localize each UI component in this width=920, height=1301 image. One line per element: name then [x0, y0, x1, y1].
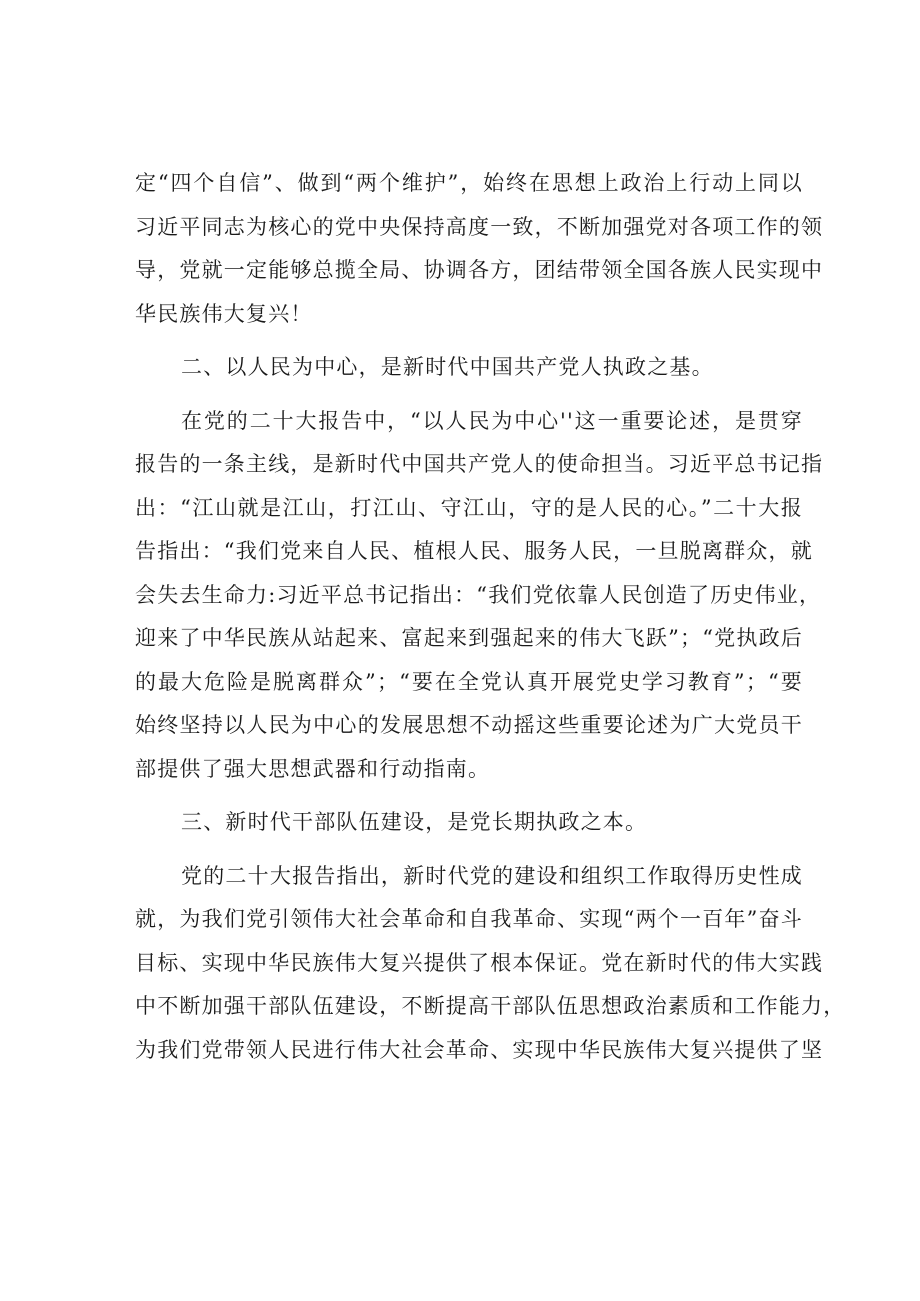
text-line: 告指出：“我们党来自人民、植根人民、服务人民，一旦脱离群众，就 — [135, 539, 813, 563]
text-line: 在党的二十大报告中，“以人民为中心''这一重要论述，是贯穿 — [181, 408, 803, 433]
text-line: 始终坚持以人民为中心的发展思想不动摇这些重要论述为广大党员干 — [135, 713, 803, 737]
section-heading-3 — [135, 801, 803, 845]
text-line: 习近平同志为核心的党中央保持高度一致，不断加强党对各项工作的领 — [135, 214, 824, 239]
text-line: 迎来了中华民族从站起来、富起来到强起来的伟大飞跃”；“党执政后 — [135, 626, 803, 650]
text-line: 报告的一条主线，是新时代中国共产党人的使命担当。习近平总书记指 — [135, 452, 824, 476]
text-line: 的最大危险是脱离群众”；“要在全党认真开展党史学习教育”；“要 — [135, 669, 803, 694]
text-line: 党的二十大报告指出，新时代党的建设和组织工作取得历史性成 — [181, 863, 803, 888]
document-body — [135, 162, 846, 1072]
text-line: 中不断加强干部队伍建设，不断提高干部队伍思想政治素质和工作能力， — [135, 994, 846, 1018]
text-line: 会失去生命力:习近平总书记指出：“我们党依靠人民创造了历史伟业， — [135, 582, 822, 607]
paragraph-cadre-building — [135, 855, 846, 1073]
text-line: 部提供了强大思想武器和行动指南。 — [135, 756, 491, 781]
paragraph-people-centered — [135, 400, 824, 792]
text-line: 目标、实现中华民族伟大复兴提供了根本保证。党在新时代的伟大实践 — [135, 950, 824, 975]
text-line: 华民族伟大复兴！ — [135, 301, 313, 326]
heading-line: 三、新时代干部队伍建设，是党长期执政之本。 — [181, 810, 648, 834]
text-line: 导，党就一定能够总揽全局、协调各方，团结带领全国各族人民实现中 — [135, 258, 824, 282]
text-line: 定“四个自信”、做到“两个维护”，始终在思想上政治上行动上同以 — [135, 171, 803, 195]
heading-line: 二、以人民为中心，是新时代中国共产党人执政之基。 — [181, 355, 714, 379]
paragraph-continued — [135, 162, 824, 336]
section-heading-2 — [135, 346, 803, 390]
text-line: 为我们党带领人民进行伟大社会革命、实现中华民族伟大复兴提供了坚 — [135, 1037, 824, 1062]
text-line: 就，为我们党引领伟大社会革命和自我革命、实现“两个一百年”奋斗 — [135, 907, 803, 931]
text-line: 出：“江山就是江山，打江山、守江山，守的是人民的心。”二十大报 — [135, 495, 803, 520]
